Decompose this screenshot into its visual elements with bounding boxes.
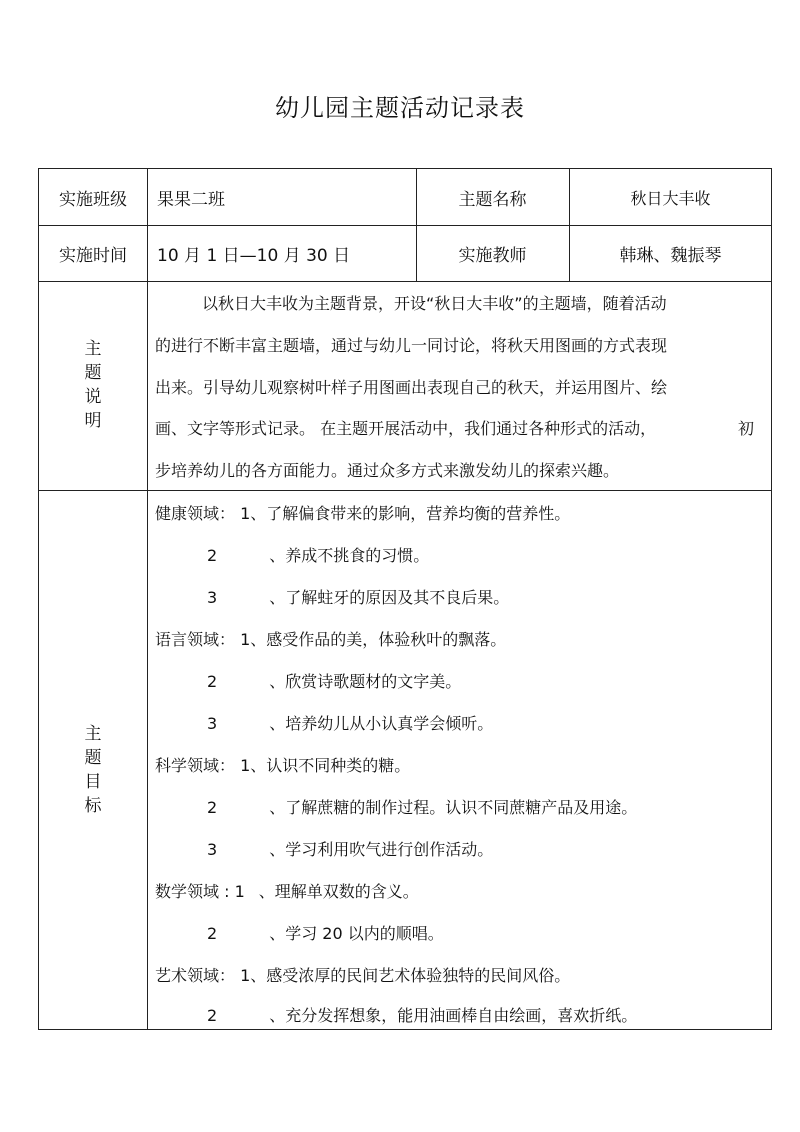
goal-item: 艺术领域： 1、感受浓厚的民间艺术体验独特的民间风俗。 xyxy=(155,966,571,985)
goal-item: 科学领域： 1、认识不同种类的糖。 xyxy=(155,756,411,775)
goal-item: 3 、了解蛀牙的原因及其不良后果。 xyxy=(207,588,510,607)
goal-item: 2 、学习 20 以内的顺唱。 xyxy=(207,924,444,943)
goal-item: 数学领域 : 1 、理解单双数的含义。 xyxy=(155,882,419,901)
description-line-tail: 初 xyxy=(738,419,755,438)
goal-item: 2 、养成不挑食的习惯。 xyxy=(207,546,430,565)
class-value: 果果二班 xyxy=(157,190,225,210)
row-divider xyxy=(39,281,771,282)
description-line: 画、文字等形式记录。 在主题开展活动中，我们通过各种形式的活动， xyxy=(155,419,657,438)
goal-item: 健康领域： 1、了解偏食带来的影响，营养均衡的营养性。 xyxy=(155,504,571,523)
goal-item: 语言领域： 1、感受作品的美，体验秋叶的飘落。 xyxy=(155,630,507,649)
time-label: 实施时间 xyxy=(59,246,127,266)
description-line: 步培养幼儿的各方面能力。通过众多方式来激发幼儿的探索兴趣。 xyxy=(155,461,620,480)
goal-item: 2 、欣赏诗歌题材的文字美。 xyxy=(207,672,462,691)
goal-item: 3 、培养幼儿从小认真学会倾听。 xyxy=(207,714,494,733)
goal-item: 3 、学习利用吹气进行创作活动。 xyxy=(207,840,494,859)
column-divider xyxy=(147,169,148,1029)
goals-label: 主 题 目 标 xyxy=(84,724,102,816)
description-line: 以秋日大丰收为主题背景，开设“秋日大丰收”的主题墙，随着活动 xyxy=(202,294,667,313)
row-divider xyxy=(39,490,771,491)
theme-label: 主题名称 xyxy=(458,190,527,210)
description-line: 的进行不断丰富主题墙，通过与幼儿一同讨论，将秋天用图画的方式表现 xyxy=(155,336,668,355)
goal-item: 2 、了解蔗糖的制作过程。认识不同蔗糖产品及用途。 xyxy=(207,798,638,817)
goal-item: 2 、充分发挥想象，能用油画棒自由绘画，喜欢折纸。 xyxy=(207,1006,638,1025)
description-label: 主 题 说 明 xyxy=(84,339,102,431)
row-divider xyxy=(39,225,771,226)
page-title: 幼儿园主题活动记录表 xyxy=(275,94,525,122)
record-form-table xyxy=(38,168,772,1030)
teacher-value: 韩琳、魏振琴 xyxy=(619,246,722,266)
description-line: 出来。引导幼儿观察树叶样子用图画出表现自己的秋天，并运用图片、绘 xyxy=(155,378,668,397)
class-label: 实施班级 xyxy=(59,190,127,210)
theme-value: 秋日大丰收 xyxy=(630,189,711,208)
time-value: 10 月 1 日—10 月 30 日 xyxy=(157,246,351,266)
teacher-label: 实施教师 xyxy=(458,246,527,266)
